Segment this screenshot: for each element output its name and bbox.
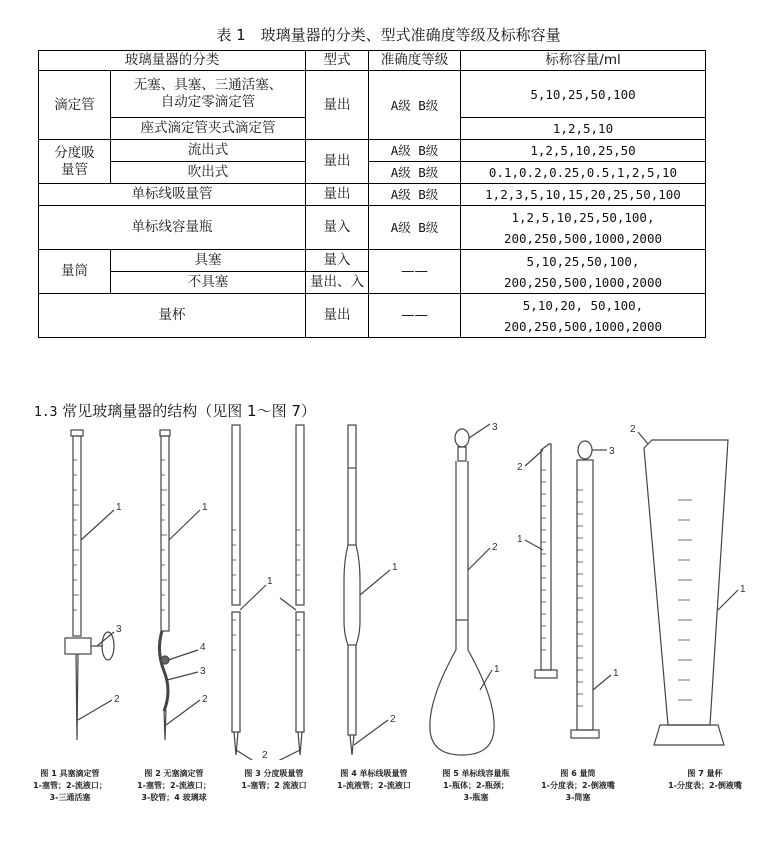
cylinder-type-2: 量出、入 — [306, 272, 369, 294]
section-heading — [34, 400, 316, 421]
table-caption: 表 1 玻璃量器的分类、型式准确度等级及标称容量 — [216, 26, 561, 44]
caption-line-1: 1-分度表；2-倒液嘴 — [541, 781, 615, 790]
caption-line-1: 1-分度表；2-倒液嘴 — [668, 781, 742, 790]
leader-line-2 — [468, 548, 490, 570]
neck — [456, 461, 468, 650]
burette-tube — [161, 436, 169, 631]
table-row — [39, 140, 706, 162]
single-pipette-capacity: 1,2,3,5,10,15,20,25,50,100 — [461, 184, 706, 206]
figure-5-volumetric-flask — [420, 420, 515, 760]
leader-line-1 — [718, 590, 738, 610]
graduation-marks — [232, 530, 300, 650]
glassware-table — [38, 50, 706, 338]
graduation-marks — [161, 460, 167, 610]
section-title: 常见玻璃量器的结构（见图 1～图 7） — [62, 402, 316, 420]
burette-subtype-1-line-a: 无塞、具塞、三通活塞、 — [133, 77, 283, 93]
burette-tube — [73, 436, 81, 636]
flask-capacity-line-b: 200,250,500,1000,2000 — [503, 230, 663, 246]
pipette-capacity-1: 1,2,5,10,25,50 — [461, 140, 706, 162]
burette-capacity-1: 5,10,25,50,100 — [461, 71, 706, 118]
pipette-b-upper — [296, 425, 304, 605]
burette-top-rim — [71, 430, 83, 436]
figure-4-drawing — [330, 420, 410, 760]
leader-line-3 — [167, 672, 198, 680]
cylinder-subtype-1: 具塞 — [111, 250, 306, 272]
caption-line-1: 1-瓶体；2-瓶颈； — [443, 781, 509, 790]
rubber-tube — [159, 631, 168, 711]
table-row — [39, 206, 706, 250]
burette-subtype-1-line-b: 自动定零滴定管 — [160, 94, 256, 110]
figure-1-caption — [20, 768, 120, 804]
burette-tip — [164, 710, 166, 740]
pipette-subtype-1: 流出式 — [111, 140, 306, 162]
figure-5-caption — [426, 768, 526, 804]
cup-capacity — [461, 294, 706, 338]
pipette-subtype-2: 吹出式 — [111, 162, 306, 184]
burette-top-rim — [160, 430, 170, 436]
single-pipette-accuracy: A级 B级 — [369, 184, 461, 206]
cup-base — [654, 725, 724, 745]
marker-2: 2 — [202, 694, 208, 705]
cup-graduations — [678, 500, 692, 700]
marker-2: 2 — [114, 694, 120, 705]
cup-capacity-line-b: 200,250,500,1000,2000 — [503, 318, 663, 334]
cylinder-a-base — [535, 670, 557, 678]
flask-capacity — [461, 206, 706, 250]
figure-6-drawing — [515, 420, 625, 760]
figure-7-measuring-cup — [630, 420, 750, 760]
cylinder-a-body — [541, 444, 551, 670]
marker-2: 2 — [262, 750, 268, 760]
cylinder-type-1: 量入 — [306, 250, 369, 272]
figure-1-burette-stopcock — [52, 420, 132, 760]
section-number: 1.3 — [34, 405, 58, 420]
leader-line-2b — [270, 750, 300, 760]
figure-6-graduated-cylinder — [515, 420, 625, 760]
marker-1: 1 — [740, 584, 746, 595]
figure-6-caption — [528, 768, 628, 804]
caption-line-1: 1-塞管；2-流液口； — [137, 781, 211, 790]
marker-1b: 1 — [613, 668, 619, 679]
pipette-group — [39, 140, 111, 184]
leader-line-2 — [354, 720, 388, 745]
figure-4-volumetric-pipette — [330, 420, 410, 760]
burette-subtype-1 — [111, 71, 306, 118]
flask-accuracy: A级 B级 — [369, 206, 461, 250]
cup-capacity-line-a: 5,10,20, 50,100, — [522, 297, 644, 313]
caption-title: 图 7 量杯 — [687, 769, 723, 778]
pipette-b-tip — [298, 732, 302, 755]
marker-1: 1 — [116, 502, 122, 513]
marker-3: 3 — [200, 666, 206, 677]
glass-bead — [161, 656, 169, 664]
caption-line-1: 1-流液管；2-流液口 — [337, 781, 411, 790]
leader-line-1 — [81, 510, 114, 540]
leader-line-1b — [280, 598, 296, 610]
caption-line-2: 3-瓶塞 — [463, 793, 489, 802]
burette-type: 量出 — [306, 71, 369, 140]
figure-3-graduated-pipette — [222, 420, 322, 760]
stopper — [455, 429, 469, 447]
pipette-capacity-2: 0.1,0.2,0.25,0.5,1,2,5,10 — [461, 162, 706, 184]
figure-3-drawing — [222, 420, 322, 760]
table-row — [39, 294, 706, 338]
caption-title: 图 3 分度吸量管 — [244, 769, 304, 778]
bulb — [344, 545, 360, 645]
figure-4-caption — [322, 768, 426, 792]
marker-2: 2 — [390, 714, 396, 725]
figure-7-drawing — [630, 420, 750, 760]
cylinder-b-base — [571, 730, 599, 738]
marker-1: 1 — [392, 562, 398, 573]
marker-2: 2 — [630, 424, 636, 435]
cylinder-b-body — [577, 460, 593, 730]
flask-name: 单标线容量瓶 — [39, 206, 306, 250]
leader-line-1 — [240, 585, 266, 610]
leader-line-1 — [360, 570, 390, 595]
single-pipette-name: 单标线吸量管 — [39, 184, 306, 206]
pipette-group-line-a: 分度吸 — [54, 144, 95, 161]
single-pipette-type: 量出 — [306, 184, 369, 206]
caption-line-2: 3-筒塞 — [565, 793, 591, 802]
leader-line-1b — [593, 675, 611, 690]
pipette-accuracy-1: A级 B级 — [369, 140, 461, 162]
caption-title: 图 2 无塞滴定管 — [144, 769, 204, 778]
leader-line-3 — [469, 424, 490, 438]
cylinder-group: 量筒 — [39, 250, 111, 294]
caption-line-1: 1-塞管；2 流液口 — [241, 781, 307, 790]
leader-line-1 — [525, 540, 543, 550]
cup-accuracy: —— — [369, 294, 461, 338]
cylinder-a-graduations — [541, 470, 546, 650]
cup-body — [644, 440, 728, 725]
header-capacity: 标称容量/ml — [461, 51, 706, 71]
figure-3-caption — [226, 768, 322, 792]
header-accuracy: 准确度等级 — [369, 51, 461, 71]
marker-2: 2 — [517, 462, 523, 473]
figure-2-burette-no-stopcock — [140, 420, 220, 760]
burette-tip — [76, 654, 78, 740]
burette-accuracy: A级 B级 — [369, 71, 461, 140]
figure-5-drawing — [420, 420, 515, 760]
figure-7-caption — [650, 768, 760, 792]
header-category: 玻璃量器的分类 — [39, 51, 306, 71]
graduation-marks — [73, 460, 79, 610]
pipette-group-line-b: 量管 — [61, 161, 88, 178]
marker-1: 1 — [494, 664, 500, 675]
cylinder-capacity — [461, 250, 706, 294]
table-row — [39, 71, 706, 118]
leader-line-2 — [236, 750, 260, 760]
pipette-accuracy-2: A级 B级 — [369, 162, 461, 184]
caption-line-2: 3-胶管；4 玻璃球 — [141, 793, 207, 802]
caption-title: 图 5 单标线容量瓶 — [442, 769, 510, 778]
burette-subtype-2: 座式滴定管夹式滴定管 — [111, 118, 306, 140]
caption-line-2: 3-三通活塞 — [49, 793, 91, 802]
leader-line-2 — [525, 450, 543, 466]
header-type: 型式 — [306, 51, 369, 71]
table-row — [39, 162, 706, 184]
leader-line-1 — [169, 510, 200, 540]
lower-stem — [348, 645, 356, 735]
caption-line-1: 1-塞管；2-流液口； — [33, 781, 107, 790]
table-header-row — [39, 51, 706, 71]
marker-4: 4 — [200, 642, 206, 653]
figure-1-drawing — [52, 420, 132, 760]
tip — [350, 735, 354, 755]
caption-title: 图 6 量筒 — [560, 769, 596, 778]
marker-2: 2 — [492, 542, 498, 553]
leader-line-4 — [168, 650, 198, 660]
pipette-b-lower — [296, 612, 304, 732]
marker-1: 1 — [517, 534, 523, 545]
marker-3: 3 — [116, 624, 122, 635]
leader-line-2 — [78, 700, 112, 720]
upper-stem — [348, 425, 356, 545]
marker-1: 1 — [202, 502, 208, 513]
burette-capacity-2: 1,2,5,10 — [461, 118, 706, 140]
pipette-a-upper — [232, 425, 240, 605]
pipette-type: 量出 — [306, 140, 369, 184]
pipette-a-lower — [232, 612, 240, 732]
marker-1: 1 — [267, 576, 273, 587]
leader-line-2 — [166, 700, 200, 725]
caption-title: 图 4 单标线吸量管 — [340, 769, 408, 778]
cylinder-capacity-line-a: 5,10,25,50,100, — [526, 253, 640, 269]
figure-2-drawing — [140, 420, 220, 760]
marker-3: 3 — [609, 446, 615, 457]
cup-name: 量杯 — [39, 294, 306, 338]
leader-line-2 — [638, 432, 648, 444]
flask-body — [430, 650, 494, 755]
marker-3: 3 — [492, 422, 498, 433]
table-row — [39, 250, 706, 272]
cylinder-capacity-line-b: 200,250,500,1000,2000 — [503, 274, 663, 290]
cup-type: 量出 — [306, 294, 369, 338]
flask-capacity-line-a: 1,2,5,10,25,50,100, — [511, 209, 655, 225]
table-row — [39, 184, 706, 206]
cylinder-subtype-2: 不具塞 — [111, 272, 306, 294]
caption-title: 图 1 具塞滴定管 — [40, 769, 100, 778]
burette-group: 滴定管 — [39, 71, 111, 140]
stopcock-body — [65, 638, 91, 654]
stopper-plug — [458, 447, 466, 461]
cylinder-b-stopper — [578, 441, 592, 459]
cylinder-b-graduations — [577, 490, 583, 706]
cylinder-accuracy: —— — [369, 250, 461, 294]
flask-type: 量入 — [306, 206, 369, 250]
figure-2-caption — [124, 768, 224, 804]
